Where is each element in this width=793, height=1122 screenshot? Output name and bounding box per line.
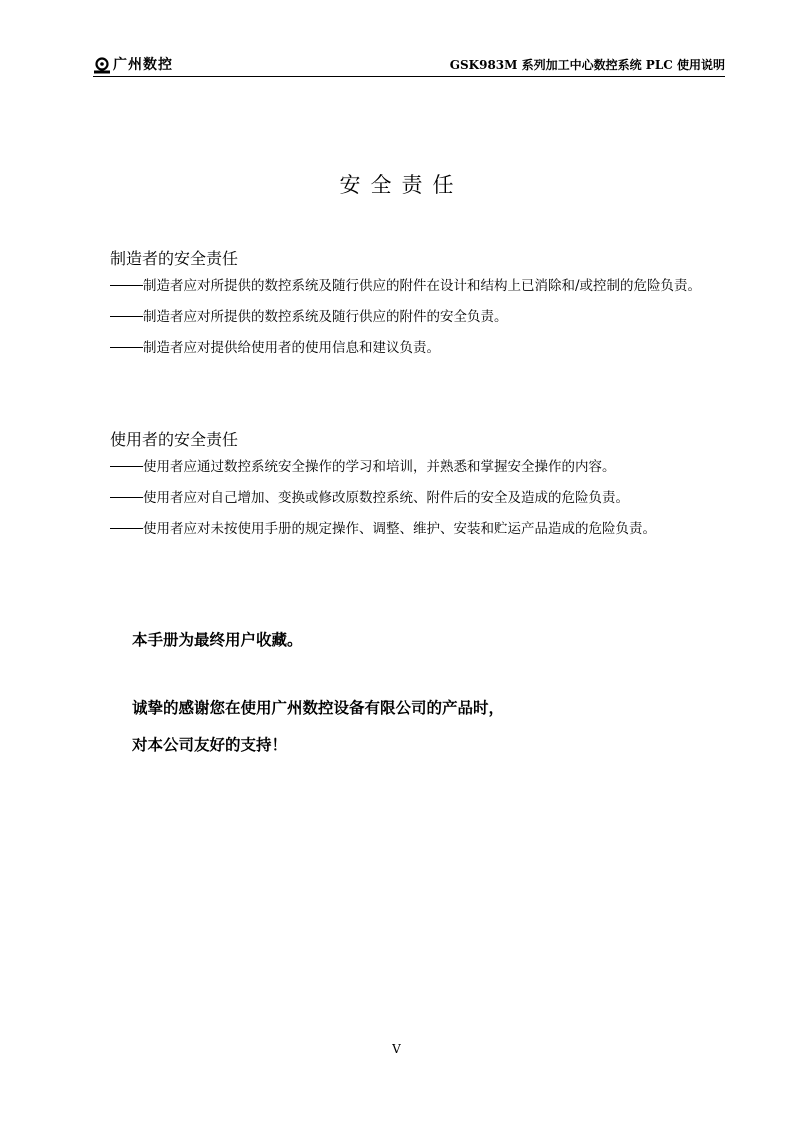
em-dash: [110, 316, 143, 317]
page-number: V: [392, 1042, 401, 1056]
responsibility-list: [110, 271, 730, 364]
list-item: [110, 302, 730, 333]
logo-text: 广州数控: [113, 57, 173, 73]
section-heading: 制造者的安全责任: [110, 249, 239, 268]
em-dash: [110, 347, 143, 348]
list-item-text: 制造者应对所提供的数控系统及随行供应的附件的安全负责。: [143, 309, 508, 325]
section-heading: 使用者的安全责任: [110, 430, 239, 449]
thanks-notice-line-1: 诚挚的感谢您在使用广州数控设备有限公司的产品时，: [132, 698, 505, 717]
list-item-text: 使用者应通过数控系统安全操作的学习和培训，并熟悉和掌握安全操作的内容。: [143, 459, 616, 475]
em-dash: [110, 285, 143, 286]
page-header: [93, 56, 725, 77]
keep-manual-notice: 本手册为最终用户收藏。: [132, 630, 303, 649]
list-item-text: 制造者应对所提供的数控系统及随行供应的附件在设计和结构上已消除和/或控制的危险负责。: [143, 278, 702, 294]
list-item: [110, 333, 730, 364]
user-responsibility-section: [110, 428, 730, 545]
em-dash: [110, 497, 143, 498]
em-dash: [110, 528, 143, 529]
list-item-text: 使用者应对自己增加、变换或修改原数控系统、附件后的安全及造成的危险负责。: [143, 490, 629, 506]
em-dash: [110, 466, 143, 467]
list-item: [110, 271, 730, 302]
responsibility-list: [110, 452, 730, 545]
list-item: [110, 452, 730, 483]
manufacturer-responsibility-section: [110, 247, 730, 364]
page-title: 安全责任: [339, 173, 464, 197]
list-item: [110, 514, 730, 545]
thanks-notice-line-2: 对本公司友好的支持！: [132, 735, 288, 754]
header-doc-title: GSK983M 系列加工中心数控系统 PLC 使用说明: [449, 58, 725, 72]
list-item: [110, 483, 730, 514]
list-item-text: 使用者应对未按使用手册的规定操作、调整、维护、安装和贮运产品造成的危险负责。: [143, 521, 656, 537]
list-item-text: 制造者应对提供给使用者的使用信息和建议负责。: [143, 340, 440, 356]
company-logo: [93, 57, 173, 74]
gsk-logo-icon: [93, 57, 111, 74]
